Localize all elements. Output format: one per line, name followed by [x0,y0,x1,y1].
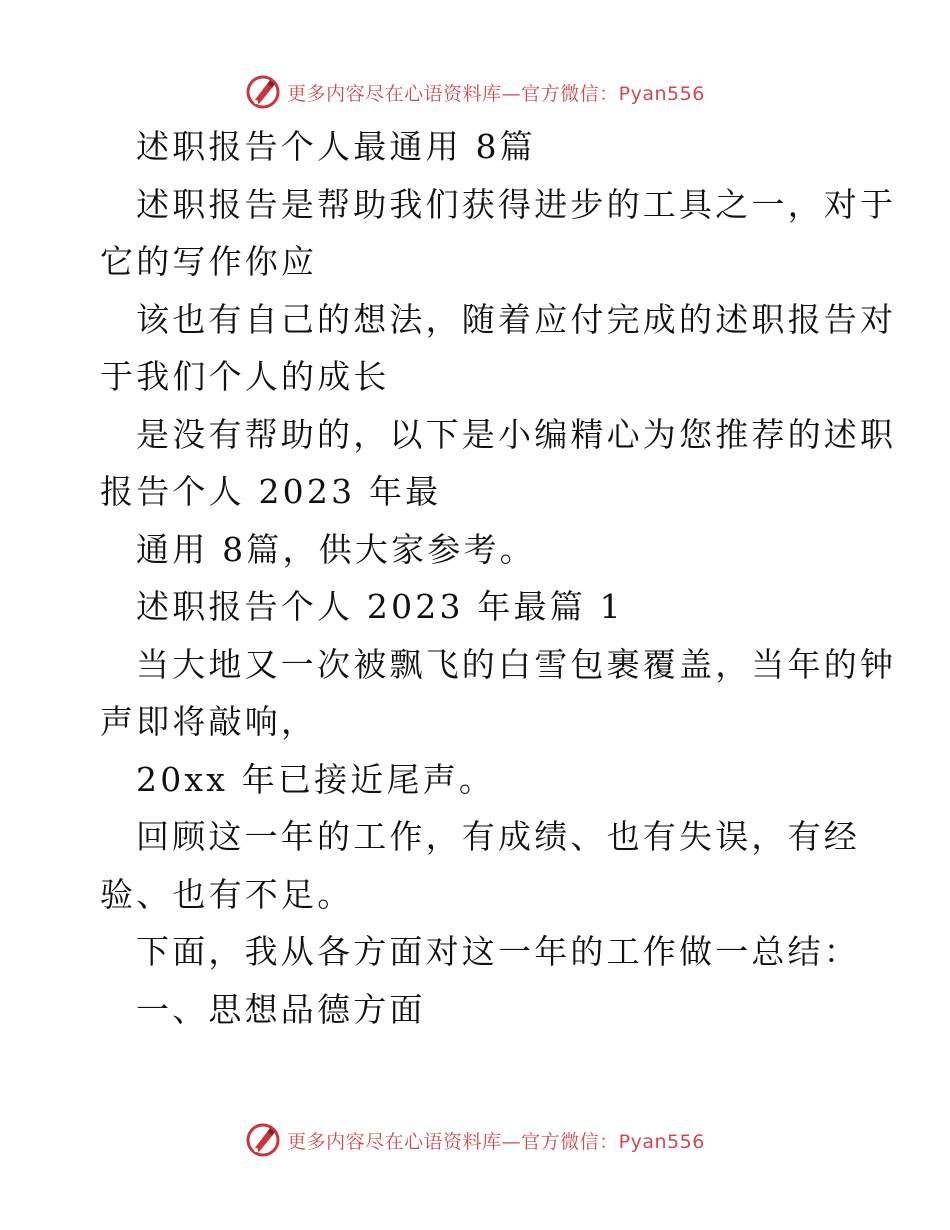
watermark-text: 更多内容尽在心语资料库—官方微信：Pyan556 [287,82,705,105]
footer-watermark [0,1120,950,1160]
watermark-text: 更多内容尽在心语资料库—官方微信：Pyan556 [287,1130,705,1153]
paragraph-line: 通用 8篇，供大家参考。 [136,529,536,569]
paragraph-line: 验、也有不足。 [100,874,354,914]
paragraph-line: 20xx 年已接近尾声。 [136,759,496,799]
document-title: 述职报告个人最通用 8篇 [136,127,536,166]
paragraph-line: 它的写作你应 [100,242,318,281]
paragraph-line: 该也有自己的想法，随着应付完成的述职报告对 [136,299,897,339]
section-heading: 一、思想品德方面 [136,989,426,1029]
paragraph-line: 当大地又一次被飘飞的白雪包裹覆盖，当年的钟 [136,644,897,684]
header-watermark [0,72,950,112]
paragraph-line: 下面，我从各方面对这一年的工作做一总结： [136,932,860,971]
paragraph-line: 是没有帮助的，以下是小编精心为您推荐的述职 [136,414,897,454]
paragraph-line: 述职报告是帮助我们获得进步的工具之一，对于 [136,184,897,224]
pen-logo-icon [245,74,281,110]
watermark-wechat-id: Pyan556 [618,82,705,105]
pen-logo-icon [245,1122,281,1158]
paragraph-line: 报告个人 2023 年最 [100,472,442,511]
document-body [100,118,897,1038]
watermark-wechat-id: Pyan556 [618,1130,705,1153]
paragraph-line: 于我们个人的成长 [100,357,390,396]
section-heading: 述职报告个人 2023 年最篇 1 [136,587,624,626]
paragraph-line: 回顾这一年的工作，有成绩、也有失误，有经 [136,817,860,856]
paragraph-line: 声即将敲响， [100,702,318,741]
